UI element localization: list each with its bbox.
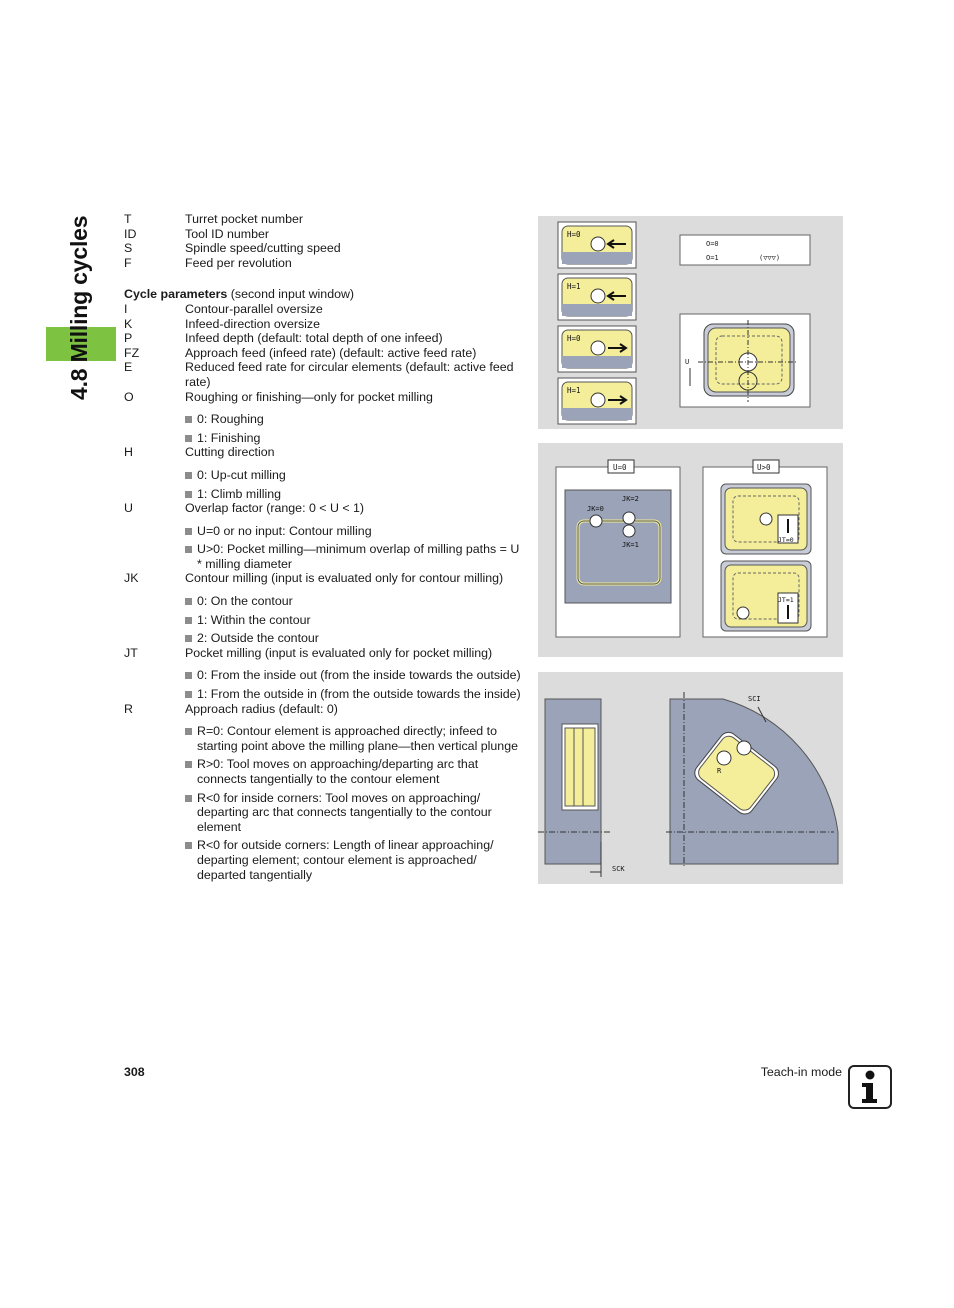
param-row [124,256,524,271]
option-bullet [185,412,524,427]
param-description: Spindle speed/cutting speed [185,241,341,256]
bullet-square-icon [185,672,192,679]
param-description: Approach radius (default: 0) [185,701,338,716]
param-row [124,501,524,516]
option-text: 0: From the inside out (from the inside towards the outside) [197,668,521,683]
figure-cutting-direction [538,216,843,429]
param-description: Pocket milling (input is evaluated only for pocket milling) [185,645,493,660]
param-key: K [124,316,133,331]
option-text: R>0: Tool moves on approaching/departing arc that connects tangentially to the contour element [197,757,479,786]
cutting-direction-panel [558,274,636,320]
legend-finishing: O=1 [706,254,719,262]
param-key: F [124,255,132,270]
option-bullet [185,687,524,702]
legend-finishing-passes: (▽▽▽) [759,254,781,262]
info-icon [848,1065,892,1109]
safety-clearance-diagram [538,672,843,884]
param-row [124,360,524,389]
cutting-direction-panel [558,378,636,424]
param-row [124,346,524,361]
option-text: R<0 for inside corners: Tool moves on approaching/ departing arc that connects tangentially to the contour element [197,790,492,834]
bullet-square-icon [185,528,192,535]
overlap-factor-diagram [538,443,843,657]
section-heading-rest: (second input window) [227,287,355,302]
option-bullet [185,791,524,835]
param-key: H [124,445,133,460]
param-row [124,241,524,256]
option-bullet [185,487,524,502]
option-bullet [185,542,524,571]
param-description: Cutting direction [185,445,275,460]
param-key: I [124,301,128,316]
param-key: U [124,501,133,516]
param-key: T [124,212,132,226]
param-row [124,302,524,317]
label-jt1: JT=1 [778,596,794,604]
option-bullet [185,431,524,446]
option-text: 1: Within the contour [197,612,311,627]
bullet-square-icon [185,691,192,698]
cutting-direction-diagram [538,216,843,429]
bullet-square-icon [185,842,192,849]
option-text: 1: From the outside in (from the outside towards the inside) [197,687,521,702]
option-text: 1: Climb milling [197,486,281,501]
cutting-direction-label: H=0 [567,230,581,239]
param-key: JK [124,571,139,586]
running-footer-mode: Teach-in mode [760,1065,842,1079]
option-text: R=0: Contour element is approached directly; infeed to starting point above the milling plane—then vertical plunge [197,724,518,753]
param-key: JT [124,645,138,660]
param-key: S [124,241,133,256]
option-text: U=0 or no input: Contour milling [197,523,372,538]
param-description: Turret pocket number [185,212,303,226]
label-jk2: JK=2 [622,495,639,503]
option-bullet [185,668,524,683]
overlap-label: U [685,358,690,366]
bullet-square-icon [185,491,192,498]
section-heading [124,287,524,302]
param-description: Roughing or finishing—only for pocket milling [185,389,433,404]
option-bullet [185,838,524,882]
option-bullet [185,613,524,628]
bullet-square-icon [185,435,192,442]
param-row [124,331,524,346]
option-bullet [185,524,524,539]
param-row [124,702,524,717]
param-description: Approach feed (infeed rate) (default: active feed rate) [185,345,477,360]
cutting-direction-panel [558,326,636,372]
figure-overlap-factor [538,443,843,657]
param-key: FZ [124,345,140,360]
bullet-square-icon [185,635,192,642]
label-sci: SCI [748,695,761,703]
option-bullet [185,631,524,646]
cutting-direction-label: H=1 [567,282,581,291]
bullet-square-icon [185,416,192,423]
label-jk1: JK=1 [622,541,639,549]
option-bullet [185,594,524,609]
bullet-square-icon [185,728,192,735]
cutting-direction-panel [558,222,636,268]
page-number: 308 [124,1065,145,1079]
tag-u-positive: U>0 [757,463,771,472]
option-text: 1: Finishing [197,430,261,445]
param-description: Infeed-direction oversize [185,316,320,331]
bullet-square-icon [185,617,192,624]
param-description: Infeed depth (default: total depth of one infeed) [185,331,443,346]
param-key: E [124,360,133,375]
label-jk0: JK=0 [587,505,604,513]
bullet-square-icon [185,598,192,605]
legend-roughing: O=0 [706,240,719,248]
chapter-title: 4.8 Milling cycles [66,215,92,400]
tag-u0: U=0 [613,463,627,472]
param-description: Tool ID number [185,226,270,241]
option-text: 0: On the contour [197,594,293,609]
param-row [124,445,524,460]
param-key: ID [124,226,137,241]
option-bullet [185,468,524,483]
label-sck: SCK [612,865,625,873]
label-jt0: JT=0 [778,536,794,544]
bullet-square-icon [185,761,192,768]
param-key: P [124,331,133,346]
param-key: O [124,389,134,404]
param-key: R [124,701,133,716]
parameter-list [124,212,524,882]
param-row [124,390,524,405]
param-description: Reduced feed rate for circular elements (default: active feed rate) [185,360,514,389]
param-description: Overlap factor (range: 0 < U < 1) [185,501,365,516]
option-bullet [185,757,524,786]
param-row [124,317,524,332]
param-row [124,571,524,586]
bullet-square-icon [185,546,192,553]
section-heading-bold: Cycle parameters [124,287,228,302]
bullet-square-icon [185,472,192,479]
option-bullet [185,724,524,753]
option-text: 0: Up-cut milling [197,467,286,482]
option-text: R<0 for outside corners: Length of linear approaching/ departing element; contour element is approached/ departed tangentially [197,838,494,882]
param-description: Contour milling (input is evaluated only for contour milling) [185,571,504,586]
cutting-direction-label: H=0 [567,334,581,343]
bullet-square-icon [185,795,192,802]
param-row [124,227,524,242]
label-approach-radius: R [717,767,722,775]
param-row [124,212,524,227]
option-text: 0: Roughing [197,412,264,427]
option-text: 2: Outside the contour [197,631,319,646]
param-row [124,646,524,661]
figure-safety-clearance [538,672,843,884]
option-text: U>0: Pocket milling—minimum overlap of milling paths = U * milling diameter [197,542,520,571]
cutting-direction-label: H=1 [567,386,581,395]
param-description: Contour-parallel oversize [185,301,323,316]
param-description: Feed per revolution [185,255,292,270]
